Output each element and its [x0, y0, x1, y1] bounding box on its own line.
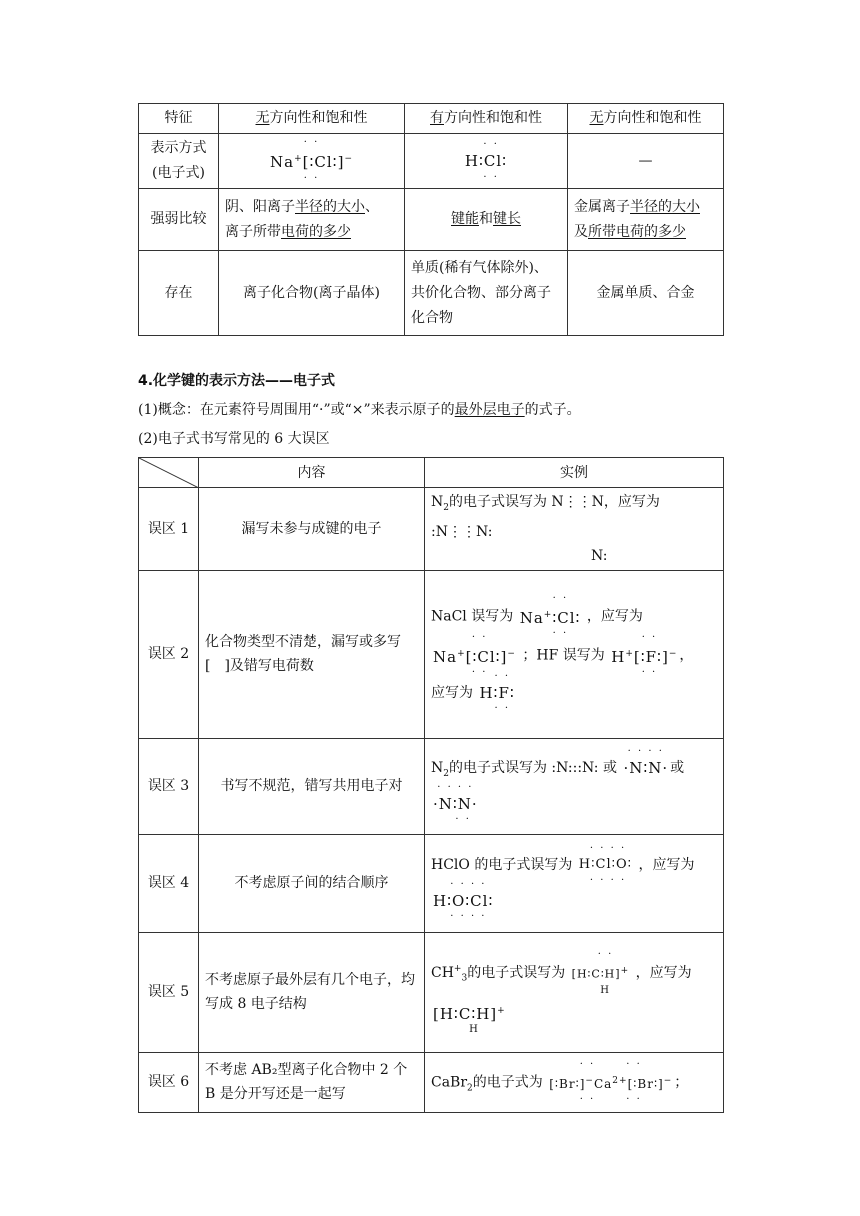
table-row [139, 189, 724, 251]
row-label: 强弱比较 [139, 189, 219, 251]
area-label: 误区 1 [139, 488, 199, 571]
covalent-existence: 单质(稀有气体除外)、共价化合物、部分离子化合物 [405, 251, 568, 336]
example-cell: $N_2$的电子式误写为 N⋮⋮N，应写为 :N⋮⋮N: N: [425, 488, 724, 571]
header-example: 实例 [425, 458, 724, 488]
area-label: 误区 3 [139, 738, 199, 834]
area-label: 误区 6 [139, 1052, 199, 1112]
metallic-existence: 金属单质、合金 [568, 251, 724, 336]
diagonal-header-cell [139, 458, 199, 488]
table-row [139, 932, 724, 1052]
table-row [139, 738, 724, 834]
table-header-row [139, 458, 724, 488]
content-cell: 化合物类型不清楚，漏写或多写 [ ]及错写电荷数 [199, 570, 425, 738]
table-row [139, 1052, 724, 1112]
table-row [139, 834, 724, 932]
ionic-electron-formula: Na+[∶Cl∶]− · · · · [219, 134, 405, 189]
ionic-existence: 离子化合物(离子晶体) [219, 251, 405, 336]
table-row [139, 570, 724, 738]
header-content: 内容 [199, 458, 425, 488]
content-cell: 不考虑原子间的结合顺序 [199, 834, 425, 932]
area-label: 误区 5 [139, 932, 199, 1052]
ionic-cell: 无方向性和饱和性 [219, 104, 405, 134]
content-cell: 不考虑原子最外层有几个电子，均写成 8 电子结构 [199, 932, 425, 1052]
covalent-strength: 键能和键长 [405, 189, 568, 251]
example-cell: HClO 的电子式误写为 H∶Cl∶O∶ · · · · · · · · ，应写为 H∶O∶Cl∶ · · · · · · · · [425, 834, 724, 932]
metallic-electron-formula: — [568, 134, 724, 189]
metallic-cell: 无方向性和饱和性 [568, 104, 724, 134]
metallic-strength: 金属离子半径的大小 及所带电荷的多少 [568, 189, 724, 251]
area-label: 误区 2 [139, 570, 199, 738]
example-cell: $N_2$的电子式误写为 :N:::N: 或 ·N∶N· · · · · 或 ·N∶N· · · · · · · [425, 738, 724, 834]
example-cell: NaCl 误写为 Na+∶Cl∶ · · · · ，应写为 Na+[∶Cl∶]− · · · · ；HF 误写为 H+[∶F∶]− · · · · ， 应写为 H∶F∶ · · · · [425, 570, 724, 738]
content-cell: 书写不规范，错写共用电子对 [199, 738, 425, 834]
ionic-strength: 阴、阳离子半径的大小、 离子所带电荷的多少 [219, 189, 405, 251]
area-label: 误区 4 [139, 834, 199, 932]
content-cell: 不考虑 AB₂型离子化合物中 2 个 B 是分开写还是一起写 [199, 1052, 425, 1112]
row-label: 存在 [139, 251, 219, 336]
table-row [139, 134, 724, 189]
example-cell: CaBr$_2$的电子式为 $[∶Br∶]^-Ca^{2+}[∶Br∶]^-$ · · · · · · · · ； [425, 1052, 724, 1112]
table-row [139, 488, 724, 571]
covalent-electron-formula: H∶Cl∶ · · · · [405, 134, 568, 189]
concept-paragraph: (1)概念：在元素符号周围用“·”或“×”来表示原子的最外层电子的式子。 [138, 402, 581, 418]
covalent-cell: 有方向性和饱和性 [405, 104, 568, 134]
mistakes-table [138, 457, 724, 1113]
row-label: 特征 [139, 104, 219, 134]
section-heading: 4.化学键的表示方法——电子式 [138, 373, 336, 389]
bond-comparison-table [138, 103, 724, 336]
table-row [139, 251, 724, 336]
content-cell: 漏写未参与成键的电子 [199, 488, 425, 571]
subheading: (2)电子式书写常见的 6 大误区 [138, 431, 330, 447]
example-cell: $CH^+_3$的电子式误写为 [H∶C∶H]+ · · H ，应写为 [H∶C∶H]+ H [425, 932, 724, 1052]
table-row [139, 104, 724, 134]
row-label: 表示方式 (电子式) [139, 134, 219, 189]
